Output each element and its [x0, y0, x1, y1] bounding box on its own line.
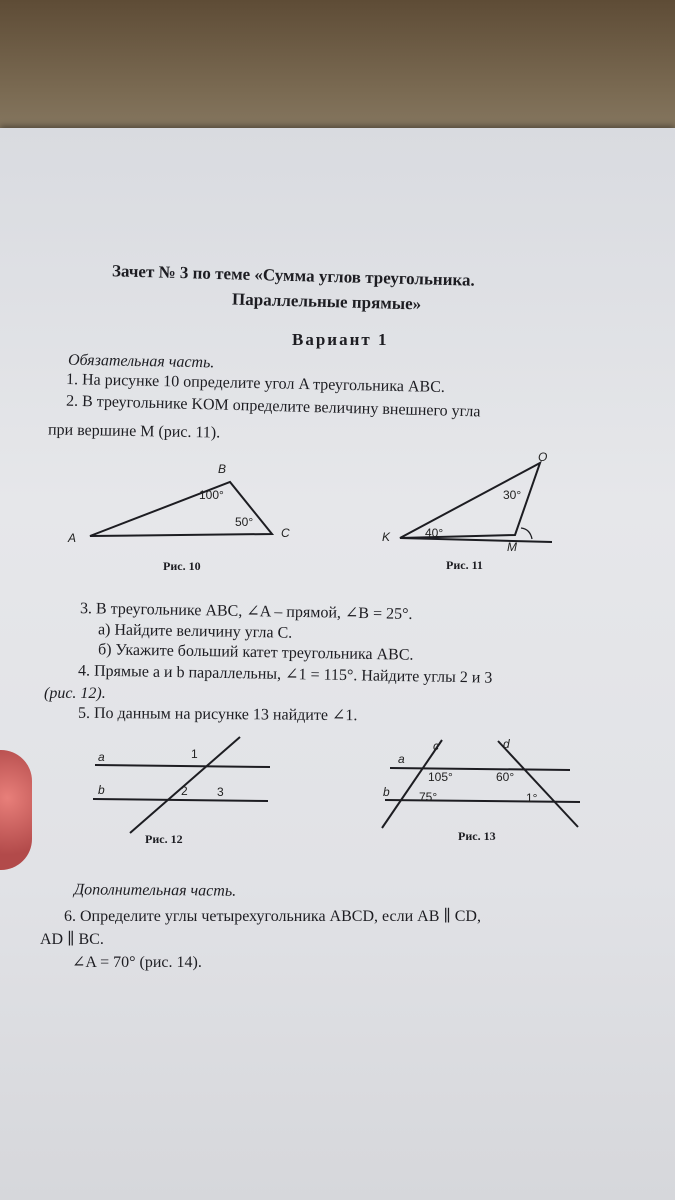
fig13-angle-60: 60° [496, 770, 515, 784]
task-2-line-1: 2. В треугольнике KOM определите величину внешнего угла [65, 392, 481, 421]
fig12-caption: Рис. 12 [145, 832, 183, 846]
fig10-label-B: B [218, 462, 227, 476]
task-1: 1. На рисунке 10 определите угол A треугольника ABC. [65, 371, 446, 396]
fig10-label-A: A [68, 531, 77, 545]
additional-heading: Дополнительная часть. [73, 881, 237, 900]
figure-12 [90, 735, 290, 845]
fig11-label-O: O [538, 450, 548, 464]
task-6-line-3: ∠A = 70° (рис. 14). [72, 954, 202, 971]
fig13-angle-105: 105° [428, 770, 453, 784]
fig12-angle-2: 2 [181, 784, 188, 798]
task-4-line-2: (рис. 12). [44, 685, 106, 702]
fig13-label-b: b [383, 785, 390, 799]
title-line-2: Параллельные прямые» [231, 289, 422, 314]
fig13-label-a: a [398, 752, 405, 766]
task-4-line-1: 4. Прямые a и b параллельны, ∠1 = 115°. Найдите углы 2 и 3 [77, 662, 493, 687]
fig13-label-c: c [433, 739, 439, 753]
fig12-label-a: a [98, 750, 105, 764]
task-3b: б) Укажите больший катет треугольника ABC. [97, 641, 414, 664]
fig11-label-M: M [507, 540, 517, 554]
task-5: 5. По данным на рисунке 13 найдите ∠1. [77, 704, 358, 725]
task-3: 3. В треугольнике ABC, ∠A – прямой, ∠B = 25°. [79, 600, 413, 623]
fig11-angle-K: 40° [425, 526, 444, 540]
fig12-label-b: b [98, 783, 105, 797]
fig11-angle-O: 30° [503, 488, 522, 502]
fig13-label-d: d [503, 737, 510, 751]
fig10-angle-B: 100° [199, 488, 224, 502]
task-6-line-1: 6. Определите углы четырехугольника ABCD, если AB ∥ CD, [64, 908, 481, 925]
fig10-caption: Рис. 10 [163, 559, 201, 573]
fig10-angle-C: 50° [235, 515, 254, 529]
fig12-angle-3: 3 [217, 785, 224, 799]
figure-10 [70, 460, 300, 560]
mandatory-heading: Обязательная часть. [67, 351, 215, 372]
fig13-angle-75: 75° [419, 790, 438, 804]
fig11-caption: Рис. 11 [446, 558, 483, 572]
title-line-1: Зачет № 3 по теме «Сумма углов треугольника. [111, 261, 476, 290]
task-2-line-2: при вершине M (рис. 11). [47, 421, 221, 442]
fig13-caption: Рис. 13 [458, 829, 496, 843]
fig13-angle-1: 1° [526, 791, 538, 805]
task-3a: а) Найдите величину угла C. [97, 621, 293, 642]
task-6-line-2: AD ∥ BC. [40, 931, 104, 948]
figure-11 [390, 455, 590, 565]
finger [0, 750, 32, 870]
fig10-label-C: C [281, 526, 290, 540]
fig12-angle-1: 1 [191, 747, 198, 761]
fig11-label-K: K [382, 530, 391, 544]
variant-heading: Вариант 1 [292, 330, 389, 349]
